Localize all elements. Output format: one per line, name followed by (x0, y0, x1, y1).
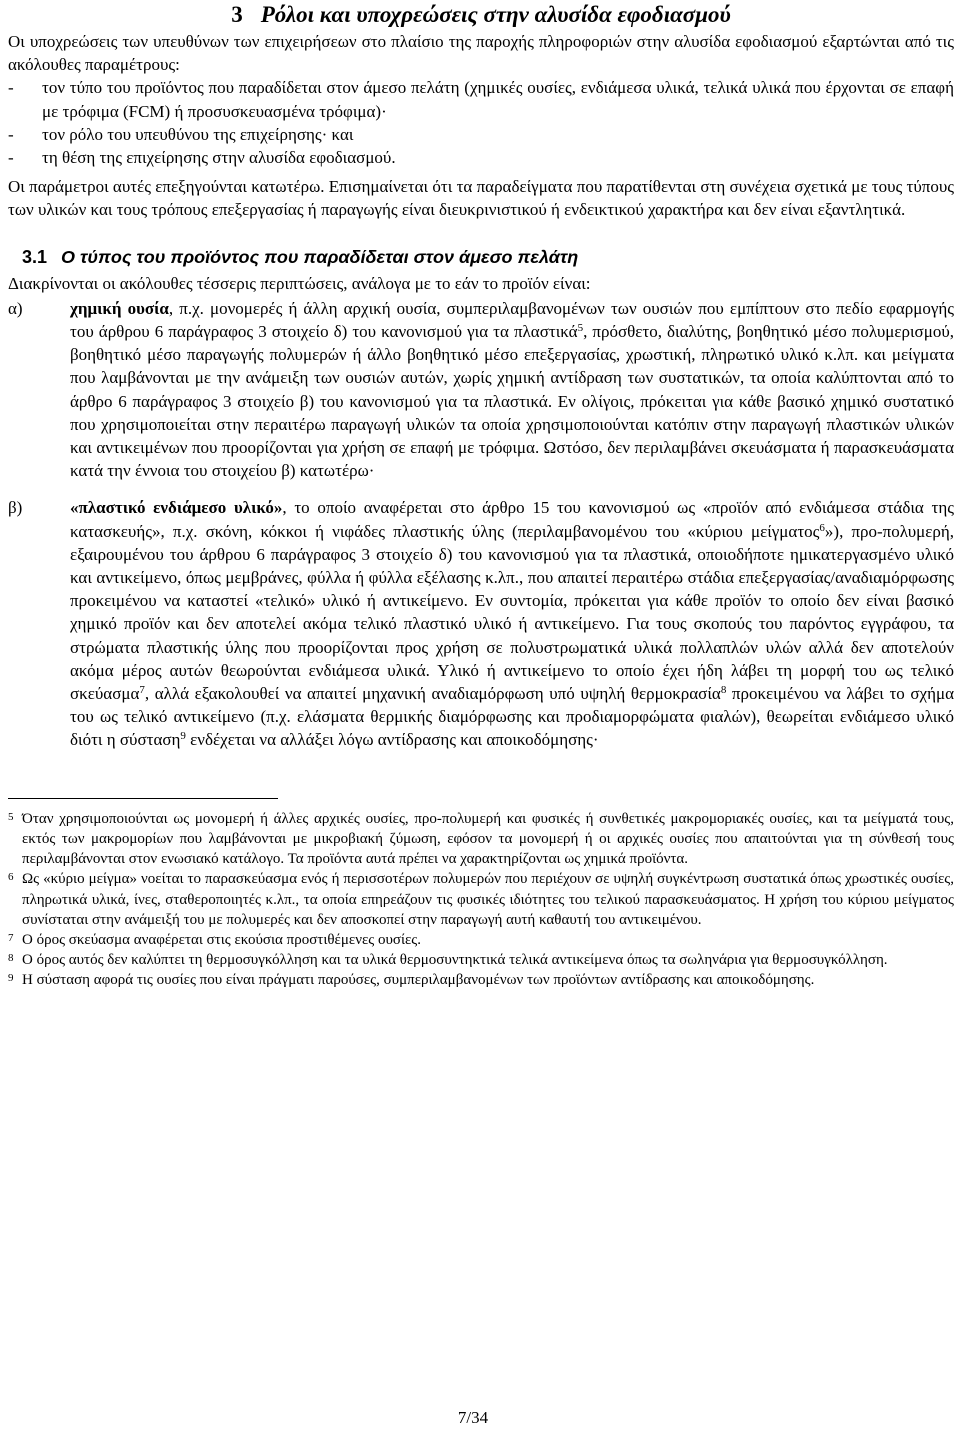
footnote-ref[interactable]: 7 (139, 684, 145, 697)
footnote-ref[interactable]: 6 (819, 521, 825, 534)
footnote-ref[interactable]: 5 (577, 322, 584, 335)
case-label: α) (8, 298, 23, 318)
case-term: «πλαστικό ενδιάμεσο υλικό» (70, 498, 283, 518)
list-dash: - (8, 78, 14, 98)
section-intro: Διακρίνονται οι ακόλουθες τέσσερις περιπτώσεις, ανάλογα με το εάν το προϊόν είναι: (8, 273, 591, 293)
chapter-number: 3 (231, 2, 243, 27)
list-dash: - (8, 124, 14, 144)
case-a: α) χημική ουσία, π.χ. μονομερές ή άλλη αρχική ουσία, συμπεριλαμβανομένων των ουσιών που εμπίπτουν στο πεδίο εφαρμογής του άρθρου 6 παράγραφος 3 στοιχείο δ) του κανονισμού για τα πλαστικά$^5$, πρόσθετο, διαλύτης, βοηθητικό μέσο πολυμερισμού, βοηθητικό μέσο παραγωγής πολυμερών ή άλλο βοηθητικό μέσο επεξεργασίας, χρωστική, πληρωτικό υλικό κ.λπ. και μείγματα που λαμβάνονται με την ανάμειξη των ουσιών αυτών, χωρίς χημική αντίδραση των συστατικών, τα οποία καλύπτονται από το άρθρο 6 παράγραφος 3 στοιχείο β) του κανονισμού για τα πλαστικά. Εν ολίγοις, πρόκειται για κάθε βασικό χημικό συστατικό που χρησιμοποιείται στην περαιτέρω παραγωγή υλικών τα οποία χρησιμοποιούνται κατόπιν στην παραγωγή πλαστικών υλικών και αντικειμένων που προορίζονται για χρήση σε επαφή με τρόφιμα. Ωστόσο, δεν περιλαμβάνει σκευάσματα ή παρασκευάσματα κατά την έννοια του στοιχείου β) κατωτέρω· (8, 298, 954, 481)
footnote: 8 Ο όρος αυτός δεν καλύπτει τη θερμοσυγκόλληση και τα υλικά θερμοσυντηκτικά τελικά αντικείμενα όπως τα σωληνάρια για θερμοσυγκόλληση. (8, 950, 954, 970)
list-item: - τον τύπο του προϊόντος που παραδίδεται στον άμεσο πελάτη (χημικές ουσίες, ενδιάμεσα υλικά, τελικά υλικά που έρχονται σε επαφή με τρόφιμα (FCM) ή προσυσκευασμένα τρόφιμα)· (8, 78, 954, 121)
chapter-intro: Οι υποχρεώσεις των υπευθύνων των επιχειρήσεων στο πλαίσιο της παροχής πληροφοριών στην αλυσίδα εφοδιασμού εξαρτώνται από τις ακόλουθες παραμέτρους: (8, 32, 954, 75)
parameter-list (8, 76, 954, 169)
chapter-heading (8, 2, 954, 28)
document-page (8, 0, 954, 991)
section-title: Ο τύπος του προϊόντος που παραδίδεται στον άμεσο πελάτη (61, 246, 579, 267)
footnote: 7 Ο όρος σκεύασμα αναφέρεται στις εκούσια προστιθέμενες ουσίες. (8, 930, 954, 950)
footnotes (8, 809, 954, 991)
footnote-divider (8, 798, 278, 799)
footnote-number: 8 (8, 952, 14, 965)
footnote-number: 9 (8, 972, 14, 985)
footnote: 6 Ως «κύριο μείγμα» νοείται το παρασκεύασμα ενός ή περισσοτέρων πολυμερών που περιέχουν σε υψηλή συγκέντρωση συστατικά όπως χρωστικές ουσίες, πληρωτικά υλικά, ίνες, σταθεροποιητές κ.λπ., τα οποία επηρεάζουν τις φυσικές ιδιότητες του τελικού παρασκευάσματος. Η χρήση του κύριου μείγματος συνίσταται στην ανάμειξή του με πολυμερές και δεν αποσκοπεί στην παραγωγή αυτή καθαυτή του αντικειμένου. (8, 869, 954, 930)
footnote: 5 Όταν χρησιμοποιούνται ως μονομερή ή άλλες αρχικές ουσίες, προ-πολυμερή και φυσικές ή συνθετικές μακρομοριακές ουσίες, και τα μείγματά τους, εκτός των μακρομορίων που λαμβάνονται με μικροβιακή ζύμωση, εφόσον τα μονομερή ή οι αρχικές ουσίες που απαιτούνται για τη σύνθεσή τους περιλαμβάνονται στον ενωσιακό κατάλογο. Τα προϊόντα αυτά πρέπει να χαρακτηρίζονται ως χημικά προϊόντα. (8, 809, 954, 870)
chapter-title: Ρόλοι και υποχρεώσεις στην αλυσίδα εφοδιασμού (260, 2, 731, 27)
list-dash: - (8, 148, 14, 168)
footnote: 9 Η σύσταση αφορά τις ουσίες που είναι πράγματι παρούσες, συμπεριλαμβανομένων των προϊόντων αντίδρασης και αποικοδόμησης. (8, 970, 954, 990)
page-number: 7/34 (457, 1408, 489, 1427)
case-label: β) (8, 498, 23, 518)
list-item: - τη θέση της επιχείρησης στην αλυσίδα εφοδιασμού. (8, 146, 954, 169)
footnote-number: 7 (8, 931, 14, 944)
footnote-ref[interactable]: 9 (180, 730, 186, 743)
footnote-ref[interactable]: 8 (720, 684, 727, 697)
list-item: - τον ρόλο του υπευθύνου της επιχείρησης· και (8, 123, 954, 146)
case-term: χημική ουσία (70, 298, 169, 318)
section-number: 3.1 (22, 246, 48, 267)
section-heading (22, 246, 954, 268)
case-b: β) «πλαστικό ενδιάμεσο υλικό», το οποίο αναφέρεται στο άρθρο 15 του κανονισμού ως «προϊόν από ενδιάμεσα στάδια της κατασκευής», π.χ. σκόνη, κόκκοι ή νιφάδες πλαστικής ύλης (περιλαμβανομένου του «κύριου μείγματος$^6$»), προ-πολυμερή, εξαιρουμένου του άρθρου 6 παράγραφος 3 στοιχείο δ) του κανονισμού για τα πλαστικά, οποιοδήποτε ημικατεργασμένο υλικό και αντικείμενο, όπως μεμβράνες, φύλλα ή φύλλα εξέλασης κ.λπ., που απαιτεί περαιτέρω στάδια επεξεργασίας/αναδιαμόρφωσης προκειμένου να καταστεί «τελικό» υλικό ή αντικείμενο. Εν συντομία, πρόκειται για κάθε προϊόν το οποίο δεν είναι βασικό χημικό προϊόν και δεν αποτελεί ακόμα τελικό πλαστικό υλικό ή αντικείμενο. Για τους σκοπούς του παρόντος εγγράφου, τα στρώματα πλαστικής ύλης που προορίζονται προς χρήση σε πολυστρωματικά υλικά πολλαπλών υλών αλλά δεν αποτελούν ακόμα μέρος αυτών θεωρούνται ενδιάμεσα υλικά. Υλικό ή αντικείμενο το οποίο έχει ήδη λάβει τη μορφή του ως τελικό σκεύασμα$^7$, αλλά εξακολουθεί να απαιτεί μηχανική αναδιαμόρφωση υπό υψηλή θερμοκρασία$^8$ προκειμένου να λάβει το σχήμα του ως τελικό αντικείμενο (π.χ. ελάσματα θερμικής διαμόρφωσης και προδιαμορφώματα φιαλών), θεωρείται ενδιάμεσο υλικό διότι η σύσταση$^9$ ενδέχεται να αλλάξει λόγω αντίδρασης και αποικοδόμησης· (8, 498, 954, 750)
footnote-number: 5 (8, 810, 14, 823)
explanation-paragraph: Οι παράμετροι αυτές επεξηγούνται κατωτέρω. Επισημαίνεται ότι τα παραδείγματα που παρατίθενται στη συνέχεια σχετικά με τους τύπους των υλικών και τους τρόπους επεξεργασίας ή παραγωγής είναι διευκρινιστικού ή ενδεικτικού χαρακτήρα και δεν είναι εξαντλητικά. (8, 177, 954, 220)
footnote-number: 6 (8, 871, 14, 884)
